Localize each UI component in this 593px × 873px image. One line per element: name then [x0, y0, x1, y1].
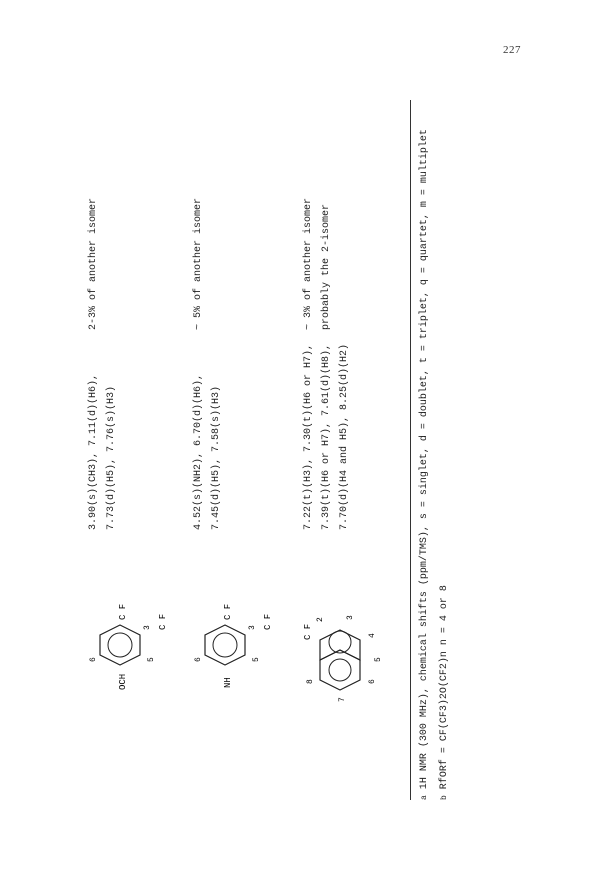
isomer-note: 2-3% of another isomer — [88, 197, 99, 330]
svg-text:7: 7 — [338, 697, 347, 702]
svg-text:C F: C F — [158, 613, 168, 630]
footnote-a-text: 1H NMR (300 MHz), chemical shifts (ppm/TMS), s = singlet, d = doublet, t = triplet, q = quartet, m = multiplet — [419, 129, 430, 790]
svg-text:C F: C F — [118, 603, 128, 620]
svg-text:6: 6 — [89, 657, 98, 662]
footnote-a-mark: a — [420, 795, 429, 800]
shift-line-1: 3.90(s)(CH3), 7.11(d)(H6), — [88, 373, 99, 530]
isomer-note: ~ 5% of another isomer — [193, 197, 204, 330]
footnote-b — [439, 585, 450, 800]
shift-line-2: 7.73(d)(H5), 7.76(s)(H3) — [106, 385, 117, 530]
svg-text:6: 6 — [194, 657, 203, 662]
svg-text:3: 3 — [143, 625, 152, 630]
shift-line-3: 7.70(d)(H4 and H5), 8.25(d)(H2) — [339, 343, 350, 530]
svg-text:2: 2 — [316, 617, 325, 622]
footnote-b-mark: b — [440, 795, 449, 800]
svg-text:NH: NH — [223, 677, 233, 688]
svg-text:5: 5 — [374, 657, 383, 662]
svg-text:C F: C F — [223, 603, 233, 620]
shift-line-1: 4.52(s)(NH2), 6.70(d)(H6), — [193, 373, 204, 530]
footnote-b-text: RfORf = CF(CF3)2O(CF2)n n = 4 or 8 — [439, 585, 450, 790]
structure-methoxy-benzene — [85, 560, 168, 710]
footnote-a — [419, 129, 430, 800]
shift-line-1: 7.22(t)(H3), 7.30(t)(H6 or H7), — [303, 343, 314, 530]
svg-text:3: 3 — [346, 615, 355, 620]
shift-line-2: 7.39(t)(H6 or H7), 7.61(d)(H8), — [321, 343, 332, 530]
svg-text:5: 5 — [147, 657, 156, 662]
svg-text:6: 6 — [368, 679, 377, 684]
svg-text:5: 5 — [252, 657, 261, 662]
page-number: 227 — [503, 44, 521, 56]
structure-naphthalene — [300, 550, 395, 720]
rotated-table — [75, 100, 515, 800]
svg-text:C F: C F — [263, 613, 273, 630]
isomer-note-2: probably the 2-isomer — [321, 203, 332, 330]
svg-text:4: 4 — [368, 633, 377, 638]
isomer-note: ~ 3% of another isomer — [303, 197, 314, 330]
svg-text:8: 8 — [306, 679, 315, 684]
svg-text:C F: C F — [303, 623, 313, 640]
svg-text:OCH: OCH — [118, 673, 128, 690]
table-bottom-rule — [410, 100, 411, 800]
structure-amino-benzene — [190, 560, 273, 710]
shift-line-2: 7.45(d)(H5), 7.58(s)(H3) — [211, 385, 222, 530]
svg-text:3: 3 — [248, 625, 257, 630]
